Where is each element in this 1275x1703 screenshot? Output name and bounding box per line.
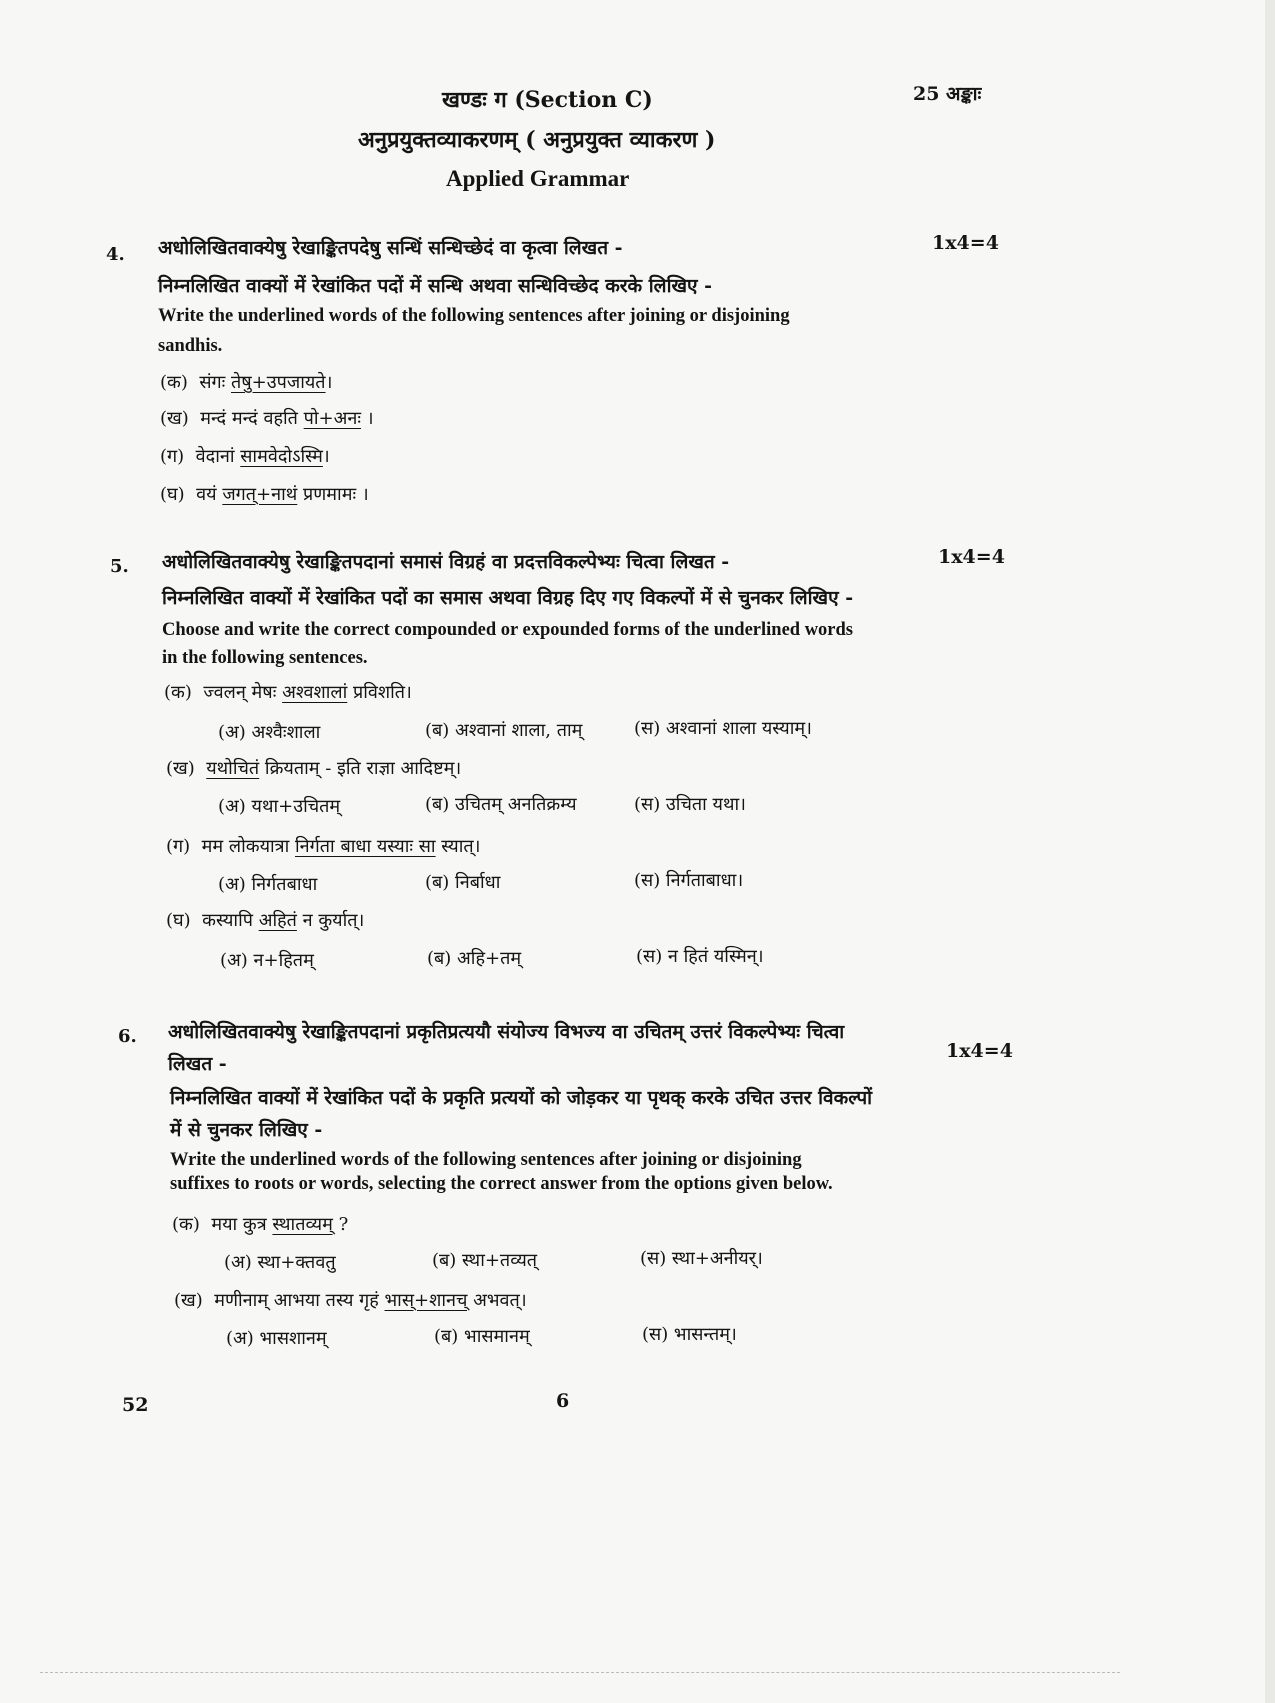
q4-marks: 1x4=4 <box>932 232 999 254</box>
q5-ga-option-c: (स) निर्गताबाधा। <box>634 870 744 891</box>
item-label: (ख) <box>166 758 195 779</box>
q4-number: 4. <box>106 244 125 265</box>
scan-artifact-line <box>40 1672 1120 1674</box>
underlined-word: तेषु+उपजायते <box>231 372 326 393</box>
q6-number: 6. <box>118 1026 137 1047</box>
item-label: (क) <box>172 1214 200 1235</box>
item-label: (ग) <box>166 836 191 857</box>
q4-item-kha: (ख) मन्दं मन्दं वहति पो+अनः । <box>160 408 374 429</box>
q4-item-gha: (घ) वयं जगत्+नाथं प्रणमामः । <box>160 484 369 505</box>
section-heading: खण्डः ग (Section C) <box>442 87 653 113</box>
q5-gha-option-a: (अ) न+हितम् <box>220 950 314 971</box>
q5-ga-option-b: (ब) निर्बाधा <box>425 872 501 893</box>
q5-gha-option-c: (स) न हितं यस्मिन्। <box>636 946 764 967</box>
q5-ka-option-a: (अ) अश्वैःशाला <box>218 722 321 743</box>
item-label: (घ) <box>160 484 185 505</box>
q4-instruction-hindi: निम्नलिखित वाक्यों में रेखांकित पदों में सन्धि अथवा सन्धिविच्छेद करके लिखिए - <box>158 275 713 297</box>
q5-ka-option-c: (स) अश्वानां शाला यस्याम्। <box>634 718 812 739</box>
item-label: (ख) <box>160 408 189 429</box>
underlined-word: यथोचितं <box>206 758 260 779</box>
title-sanskrit: अनुप्रयुक्तव्याकरणम् ( अनुप्रयुक्त व्याकरण ) <box>358 127 716 153</box>
q6-ka-option-a: (अ) स्था+क्तवतु <box>224 1252 336 1273</box>
q4-instruction-english: Write the underlined words of the following sentences after joining or disjoining <box>158 306 790 326</box>
q6-kha-option-a: (अ) भासशानम् <box>226 1328 327 1349</box>
q5-kha-option-a: (अ) यथा+उचितम् <box>218 796 341 817</box>
underlined-word: पो+अनः <box>303 408 362 429</box>
q6-marks: 1x4=4 <box>946 1040 1013 1062</box>
underlined-word: अश्वशालां <box>282 682 348 703</box>
title-english: Applied Grammar <box>446 166 630 191</box>
underlined-word: जगत्+नाथं <box>222 484 298 505</box>
q5-instruction-english-2: in the following sentences. <box>162 648 368 668</box>
q5-number: 5. <box>110 556 129 577</box>
page-edge <box>1265 0 1275 1703</box>
q5-item-gha: (घ) कस्यापि अहितं न कुर्यात्। <box>166 910 365 931</box>
q4-item-ga: (ग) वेदानां सामवेदोऽस्मि। <box>160 446 330 467</box>
q6-instruction-hindi-2: में से चुनकर लिखिए - <box>170 1119 323 1141</box>
q5-item-kha: (ख) यथोचितं क्रियताम् - इति राज्ञा आदिष्टम्। <box>166 758 462 779</box>
item-label: (ख) <box>174 1290 203 1311</box>
q6-ka-option-b: (ब) स्था+तव्यत् <box>432 1250 538 1271</box>
q6-instruction-sanskrit: अधोलिखितवाक्येषु रेखाङ्कितपदानां प्रकृतिप्रत्ययौ संयोज्य विभज्य वा उचितम् उत्तरं विकल्पेभ्यः चित्वा <box>168 1021 845 1043</box>
section-marks: 25 अङ्काः <box>913 83 982 105</box>
q6-instruction-english: Write the underlined words of the following sentences after joining or disjoining <box>170 1150 802 1170</box>
paper-code: 52 <box>122 1394 149 1416</box>
q6-instruction-english-2: suffixes to roots or words, selecting the correct answer from the options given below. <box>170 1174 833 1194</box>
q5-kha-option-b: (ब) उचितम् अनतिक्रम्य <box>425 794 577 815</box>
q6-instruction-sanskrit-2: लिखत - <box>168 1053 227 1075</box>
q5-instruction-english: Choose and write the correct compounded or expounded forms of the underlined words <box>162 620 854 640</box>
underlined-word: सामवेदोऽस्मि <box>240 446 323 467</box>
q5-marks: 1x4=4 <box>938 546 1005 568</box>
item-label: (क) <box>160 372 188 393</box>
item-label: (क) <box>164 682 192 703</box>
q4-instruction-sanskrit: अधोलिखितवाक्येषु रेखाङ्कितपदेषु सन्धिं सन्धिच्छेदं वा कृत्वा लिखत - <box>158 237 623 259</box>
page-number: 6 <box>556 1390 570 1412</box>
q5-item-ga: (ग) मम लोकयात्रा निर्गता बाधा यस्याः सा स्यात्। <box>166 836 481 857</box>
q5-instruction-hindi: निम्नलिखित वाक्यों में रेखांकित पदों का समास अथवा विग्रह दिए गए विकल्पों में से चुनकर लिखिए - <box>162 587 854 609</box>
q4-item-ka: (क) संगः तेषु+उपजायते। <box>160 372 333 393</box>
item-label: (ग) <box>160 446 185 467</box>
underlined-word: स्थातव्यम् <box>272 1214 333 1235</box>
underlined-word: निर्गता बाधा यस्याः सा <box>295 836 436 857</box>
q5-instruction-sanskrit: अधोलिखितवाक्येषु रेखाङ्कितपदानां समासं विग्रहं वा प्रदत्तविकल्पेभ्यः चित्वा लिखत - <box>162 551 730 573</box>
q4-instruction-english-2: sandhis. <box>158 336 223 356</box>
q6-instruction-hindi: निम्नलिखित वाक्यों में रेखांकित पदों के प्रकृति प्रत्ययों को जोड़कर या पृथक् करके उचित उत्तर विकल्पों <box>170 1087 873 1109</box>
q6-kha-option-b: (ब) भासमानम् <box>434 1326 530 1347</box>
q6-kha-option-c: (स) भासन्तम्। <box>642 1324 737 1345</box>
q5-item-ka: (क) ज्वलन् मेषः अश्वशालां प्रविशति। <box>164 682 412 703</box>
q5-gha-option-b: (ब) अहि+तम् <box>427 948 522 969</box>
underlined-word: अहितं <box>258 910 297 931</box>
q6-item-ka: (क) मया कुत्र स्थातव्यम् ? <box>172 1214 349 1235</box>
item-label: (घ) <box>166 910 191 931</box>
underlined-word: भास्+शानच् <box>384 1290 468 1311</box>
q6-item-kha: (ख) मणीनाम् आभया तस्य गृहं भास्+शानच् अभवत्। <box>174 1290 527 1311</box>
q5-ka-option-b: (ब) अश्वानां शाला, ताम् <box>425 720 583 741</box>
q5-ga-option-a: (अ) निर्गतबाधा <box>218 874 318 895</box>
q6-ka-option-c: (स) स्था+अनीयर्। <box>640 1248 763 1269</box>
q5-kha-option-c: (स) उचिता यथा। <box>634 794 746 815</box>
